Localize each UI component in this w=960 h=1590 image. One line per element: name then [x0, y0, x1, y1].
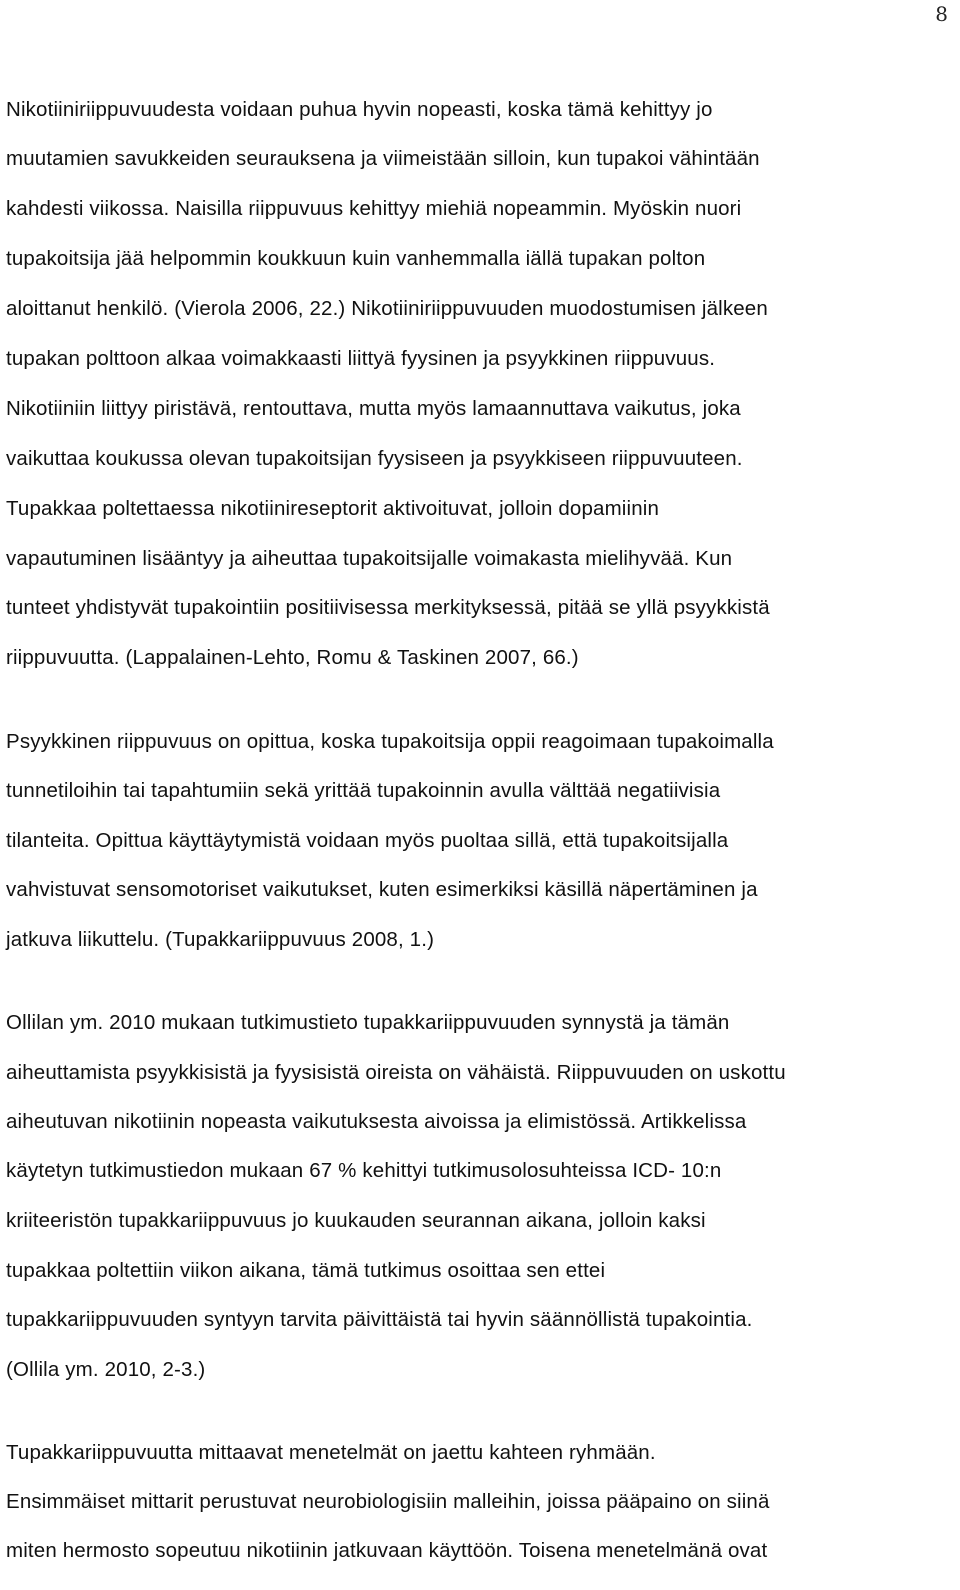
text-line: tupakoitsija jää helpommin koukkuun kuin vanhemmalla iällä tupakan polton: [6, 247, 706, 270]
text-line: Ollilan ym. 2010 mukaan tutkimustieto tupakkariippuvuuden synnystä ja tämän: [6, 1011, 730, 1034]
text-line: muutamien savukkeiden seurauksena ja viimeistään silloin, kun tupakoi vähintään: [6, 147, 760, 170]
text-line: (Ollila ym. 2010, 2-3.): [6, 1358, 206, 1381]
text-line: riippuvuutta. (Lappalainen-Lehto, Romu & Taskinen 2007, 66.): [6, 646, 579, 669]
text-line: tupakkaa poltettiin viikon aikana, tämä tutkimus osoittaa sen ettei: [6, 1259, 606, 1282]
text-line: Tupakkariippuvuutta mittaavat menetelmät on jaettu kahteen ryhmään.: [6, 1441, 656, 1464]
text-line: jatkuva liikuttelu. (Tupakkariippuvuus 2008, 1.): [6, 928, 435, 951]
text-line: aiheuttamista psyykkisistä ja fyysisistä oireista on vähäistä. Riippuvuuden on uskottu: [6, 1061, 786, 1084]
text-line: vaikuttaa koukussa olevan tupakoitsijan fyysiseen ja psyykkiseen riippuvuuteen.: [6, 447, 743, 470]
text-line: Psyykkinen riippuvuus on opittua, koska tupakoitsija oppii reagoimaan tupakoimalla: [6, 730, 774, 753]
text-line: Nikotiiniin liittyy piristävä, rentouttava, mutta myös lamaannuttava vaikutus, joka: [6, 397, 741, 420]
text-line: tupakkariippuvuuden syntyyn tarvita päivittäistä tai hyvin säännöllistä tupakointia.: [6, 1308, 753, 1331]
text-line: vapautuminen lisääntyy ja aiheuttaa tupakoitsijalle voimakasta mielihyvää. Kun: [6, 547, 733, 570]
text-line: Nikotiiniriippuvuudesta voidaan puhua hyvin nopeasti, koska tämä kehittyy jo: [6, 98, 713, 121]
text-line: tupakan polttoon alkaa voimakkaasti liittyä fyysinen ja psyykkinen riippuvuus.: [6, 347, 716, 370]
text-line: tunteet yhdistyvät tupakointiin positiivisessa merkityksessä, pitää se yllä psyykkistä: [6, 596, 770, 619]
text-line: kahdesti viikossa. Naisilla riippuvuus kehittyy miehiä nopeammin. Myöskin nuori: [6, 197, 742, 220]
text-line: miten hermosto sopeutuu nikotiinin jatkuvaan käyttöön. Toisena menetelmänä ovat: [6, 1539, 768, 1562]
text-line: tunnetiloihin tai tapahtumiin sekä yrittää tupakoinnin avulla välttää negatiivisia: [6, 779, 721, 802]
text-line: vahvistuvat sensomotoriset vaikutukset, kuten esimerkiksi käsillä näpertäminen ja: [6, 878, 758, 901]
text-line: aiheutuvan nikotiinin nopeasta vaikutuksesta aivoissa ja elimistössä. Artikkelissa: [6, 1110, 747, 1133]
text-line: Ensimmäiset mittarit perustuvat neurobiologisiin malleihin, joissa pääpaino on siinä: [6, 1490, 770, 1513]
text-line: aloittanut henkilö. (Vierola 2006, 22.) Nikotiiniriippuvuuden muodostumisen jälkeen: [6, 297, 768, 320]
text-line: tilanteita. Opittua käyttäytymistä voidaan myös puoltaa sillä, että tupakoitsijalla: [6, 829, 729, 852]
text-line: käytetyn tutkimustiedon mukaan 67 % kehittyi tutkimusolosuhteissa ICD- 10:n: [6, 1159, 722, 1182]
page-number: 8: [935, 2, 948, 26]
text-line: kriiteeristön tupakkariippuvuus jo kuukauden seurannan aikana, jolloin kaksi: [6, 1209, 706, 1232]
text-line: Tupakkaa poltettaessa nikotiinireseptorit aktivoituvat, jolloin dopamiinin: [6, 497, 660, 520]
